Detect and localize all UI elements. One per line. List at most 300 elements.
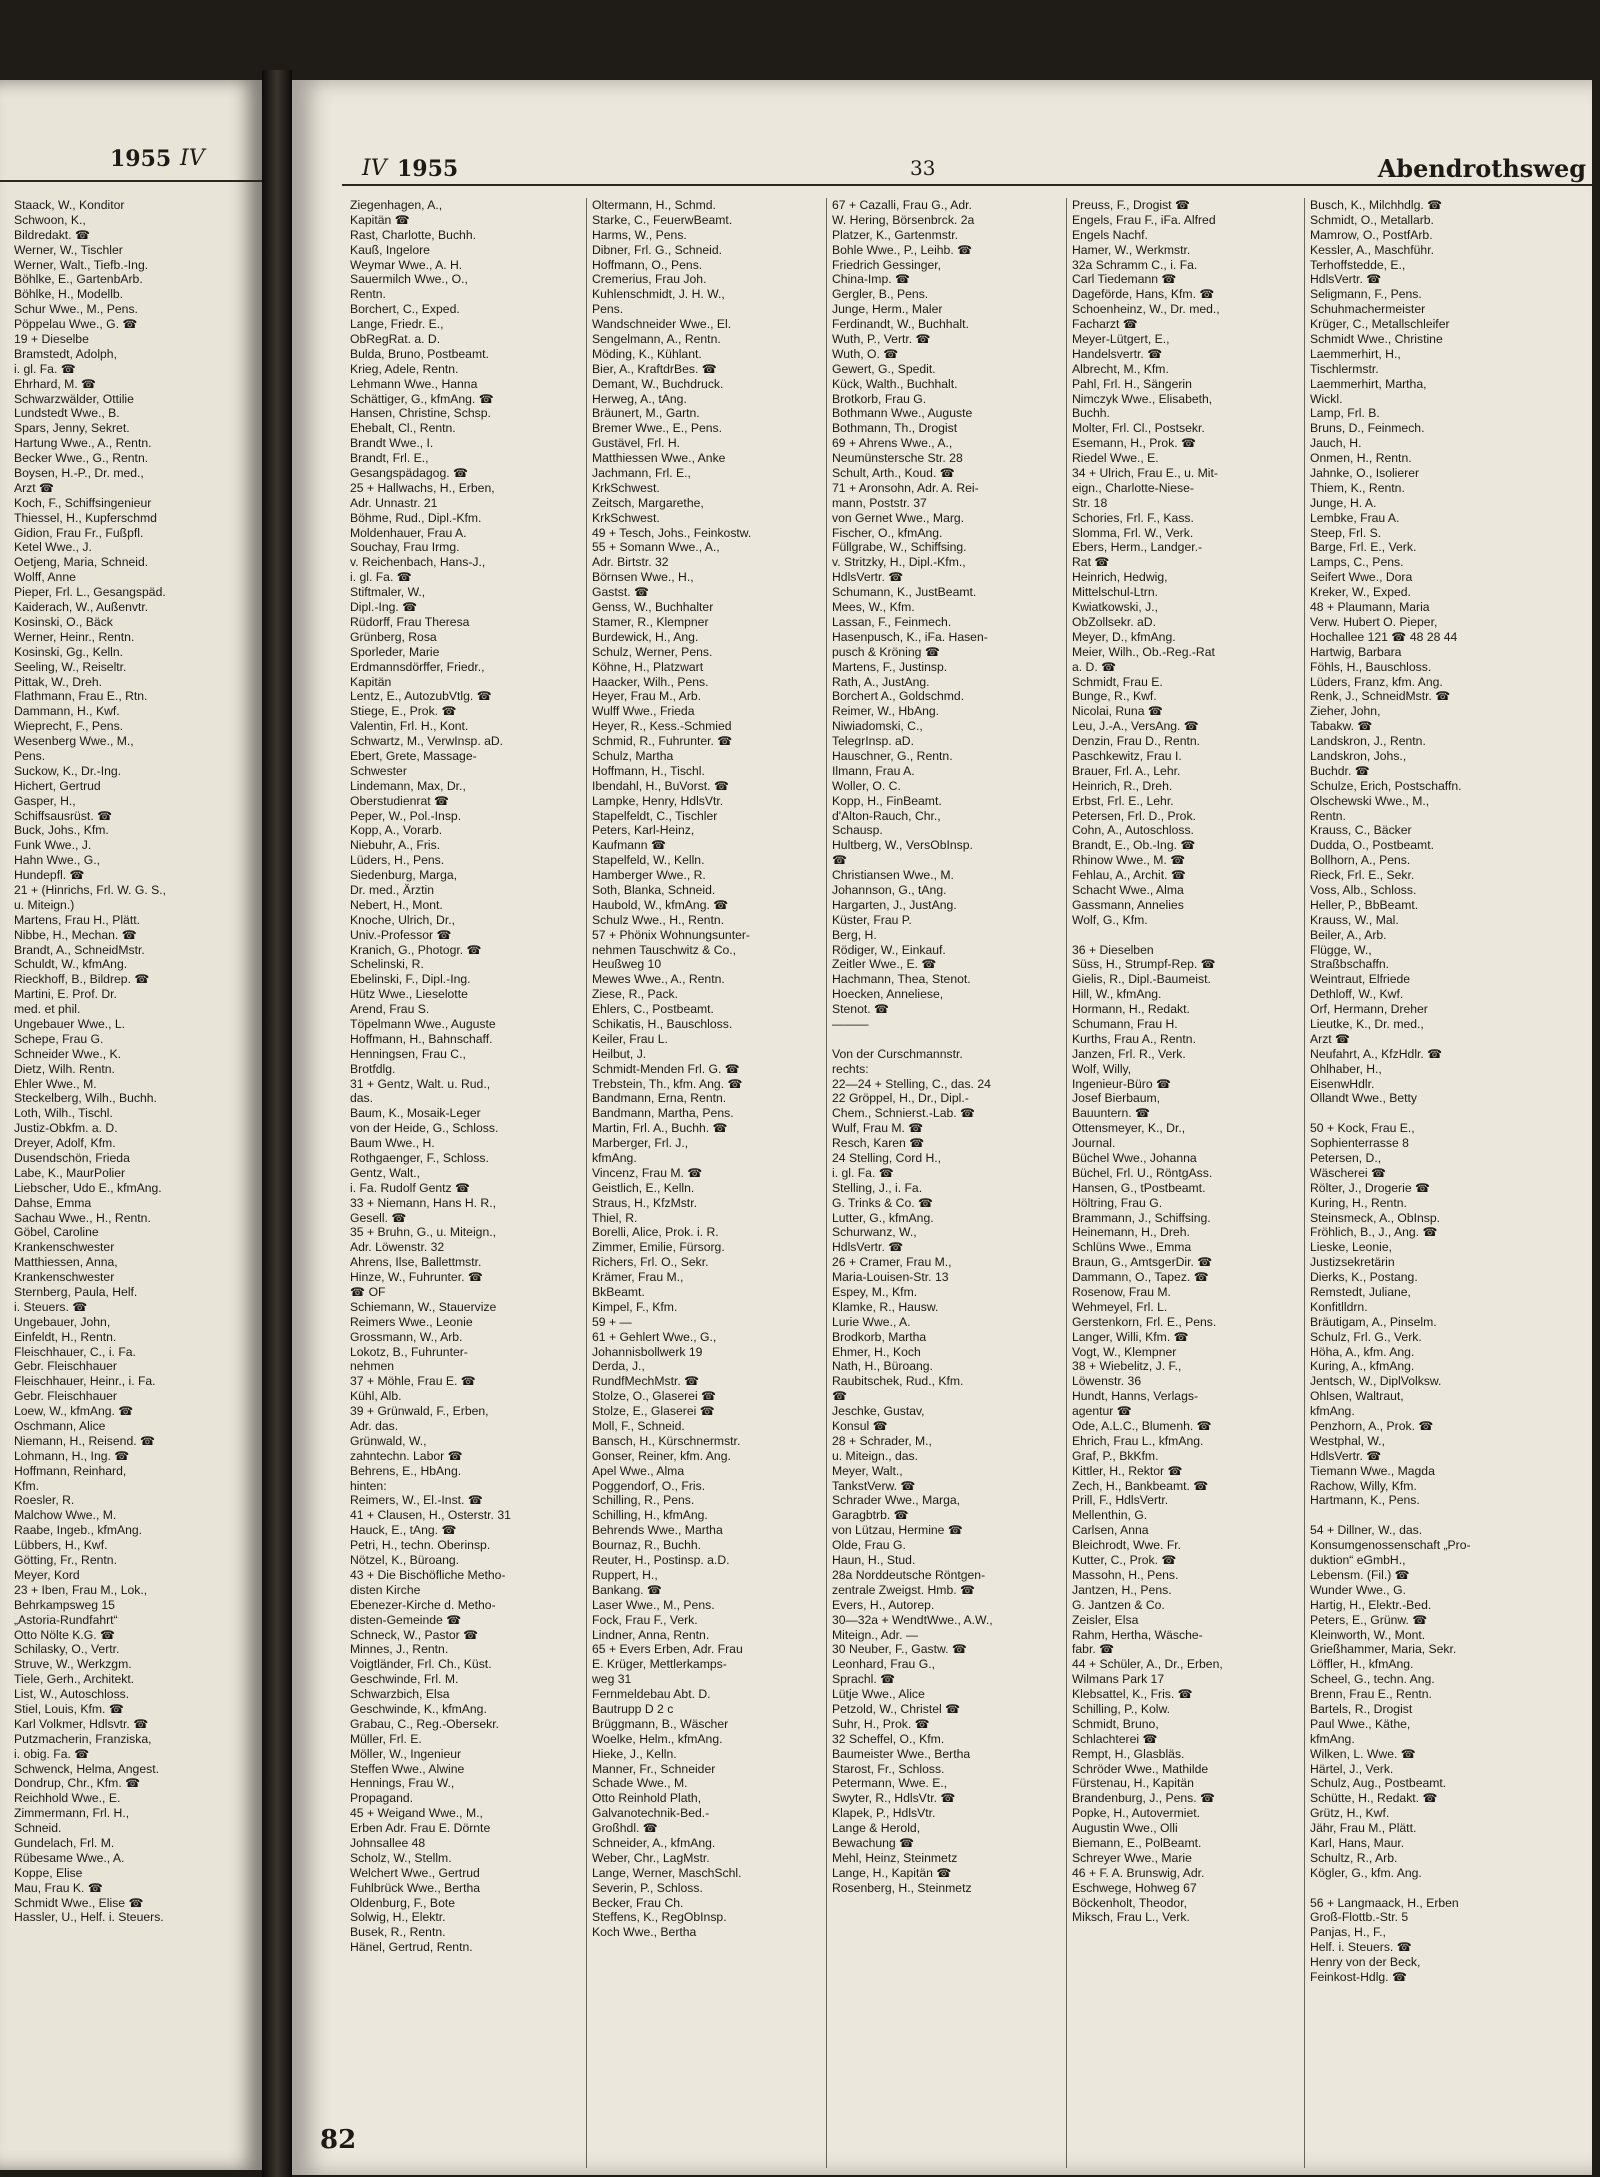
- directory-entry: 41 + Clausen, H., Osterstr. 31: [350, 1508, 511, 1523]
- directory-entry: ☎: [832, 853, 848, 868]
- directory-entry: Böhlke, H., Modellb.: [14, 287, 124, 302]
- directory-entry: i. Fa. Rudolf Gentz ☎: [350, 1180, 471, 1195]
- directory-entry: Reuter, H., Postinsp. a.D.: [592, 1553, 730, 1568]
- directory-entry: Univ.-Professor ☎: [350, 927, 452, 942]
- directory-entry: von Gernet Wwe., Marg.: [832, 510, 965, 525]
- directory-entry: von der Heide, G., Schloss.: [350, 1121, 499, 1136]
- directory-entry: Flügge, W.,: [1310, 942, 1372, 957]
- directory-entry: Bournaz, R., Buchh.: [592, 1538, 702, 1553]
- directory-entry: Woller, O. C.: [832, 778, 901, 793]
- directory-entry: Jentsch, W., DiplVolksw.: [1310, 1374, 1442, 1389]
- directory-entry: Valentin, Frl. H., Kont.: [350, 719, 469, 734]
- directory-entry: Pittak, W., Dreh.: [14, 674, 103, 689]
- directory-entry: agentur ☎: [1072, 1404, 1132, 1419]
- directory-entry: Genss, W., Buchhalter: [592, 600, 714, 615]
- directory-entry: Werner, Walt., Tiefb.-Ing.: [14, 257, 149, 272]
- directory-entry: Zeitler Wwe., E. ☎: [832, 957, 937, 972]
- directory-entry: Arend, Frau S.: [350, 1002, 430, 1017]
- directory-entry: Rachow, Willy, Kfm.: [1310, 1478, 1417, 1493]
- directory-entry: Evers, H., Autorep.: [832, 1597, 935, 1612]
- directory-entry: Heinemann, H., Dreh.: [1072, 1225, 1190, 1240]
- directory-entry: [1072, 928, 1298, 943]
- directory-entry: Dreyer, Adolf, Kfm.: [14, 1136, 116, 1151]
- directory-entry: Härtel, J., Verk.: [1310, 1761, 1394, 1776]
- directory-entry: Siedenburg, Marga,: [350, 868, 458, 883]
- directory-entry: Klamke, R., Hausw.: [832, 1299, 939, 1314]
- directory-entry: Möding, K., Kühlant.: [592, 346, 702, 361]
- directory-entry: von Lützau, Hermine ☎: [832, 1523, 964, 1538]
- directory-entry: Stelling, J., i. Fa.: [832, 1180, 923, 1195]
- directory-entry: Schmidt Wwe., Elise ☎: [14, 1895, 144, 1910]
- directory-entry: 43 + Die Bischöfliche Metho-: [350, 1567, 506, 1582]
- directory-entry: Barge, Frl. E., Verk.: [1310, 540, 1417, 555]
- directory-entry: Schwartz, M., VerwInsp. aD.: [350, 734, 504, 749]
- directory-entry: Galvanotechnik-Bed.-: [592, 1806, 710, 1821]
- directory-entry: Graf, P., BkKfm.: [1072, 1448, 1159, 1463]
- directory-entry: Götting, Fr., Rentn.: [14, 1553, 117, 1568]
- directory-entry: Petersen, Frl. D., Prok.: [1072, 808, 1196, 823]
- directory-entry: Moll, F., Schneid.: [592, 1419, 685, 1434]
- directory-entry: Stamer, R., Klempner: [592, 614, 709, 629]
- directory-entry: 19 + Dieselbe: [14, 332, 89, 347]
- directory-entry: Jahnke, O., Isolierer: [1310, 466, 1420, 481]
- directory-entry: Löffler, H., kfmAng.: [1310, 1657, 1414, 1672]
- directory-entry: Erben Adr. Frau E. Dörnte: [350, 1821, 491, 1836]
- directory-entry: Gasper, H.,: [14, 793, 76, 808]
- directory-entry: Sachau Wwe., H., Rentn.: [14, 1210, 151, 1225]
- directory-entry: ———: [832, 1016, 869, 1031]
- directory-entry: Laemmerhirt, H.,: [1310, 346, 1401, 361]
- directory-entry: Schütte, H., Redakt. ☎: [1310, 1791, 1438, 1806]
- directory-entry: Weintraut, Elfriede: [1310, 972, 1411, 987]
- directory-entry: Lange, Friedr. E.,: [350, 317, 444, 332]
- directory-entry: Swyter, R., HdlsVtr. ☎: [832, 1791, 956, 1806]
- directory-entry: Rahm, Hertha, Wäsche-: [1072, 1627, 1203, 1642]
- directory-entry: Schwenck, Helma, Angest.: [14, 1761, 159, 1776]
- directory-entry: pusch & Kröning ☎: [832, 644, 940, 659]
- directory-entry: Bartels, R., Drogist: [1310, 1701, 1413, 1716]
- directory-entry: 46 + F. A. Brunswig, Adr.: [1072, 1865, 1205, 1880]
- directory-entry: Ungebauer, John,: [14, 1314, 111, 1329]
- column-separator: [586, 198, 587, 2168]
- directory-entry: Facharzt ☎: [1072, 317, 1138, 332]
- directory-entry: Böhme, Rud., Dipl.-Kfm.: [350, 510, 482, 525]
- directory-entry: Niebuhr, A., Fris.: [350, 838, 441, 853]
- directory-entry: Sengelmann, A., Rentn.: [592, 332, 721, 347]
- directory-entry: Ehler Wwe., M.: [14, 1076, 97, 1091]
- directory-entry: Kühl, Alb.: [350, 1389, 402, 1404]
- directory-entry: Baumeister Wwe., Bertha: [832, 1746, 971, 1761]
- directory-entry: Ehrich, Frau L., kfmAng.: [1072, 1433, 1204, 1448]
- directory-entry: Hultberg, W., VersObInsp.: [832, 838, 973, 853]
- directory-entry: W. Hering, Börsenbrck. 2a: [832, 212, 975, 227]
- directory-entry: Staack, W., Konditor: [14, 198, 125, 212]
- directory-entry: Bollhorn, A., Pens.: [1310, 853, 1411, 868]
- directory-entry: Terhoffstedde, E.,: [1310, 257, 1406, 272]
- directory-entry: v. Reichenbach, Hans-J.,: [350, 555, 486, 570]
- directory-entry: Schneid.: [14, 1821, 62, 1836]
- directory-entry: KrkSchwest.: [592, 510, 660, 525]
- directory-entry: Kwiatkowski, J.,: [1072, 600, 1159, 615]
- directory-entry: Hamer, W., Werkmstr.: [1072, 242, 1191, 257]
- directory-entry: Rosenow, Frau M.: [1072, 1285, 1171, 1300]
- directory-entry: kfmAng.: [1310, 1404, 1355, 1419]
- directory-entry: Wulff Wwe., Frieda: [592, 704, 695, 719]
- directory-entry: hinten:: [350, 1478, 387, 1493]
- directory-entry: Ferdinandt, W., Buchhalt.: [832, 317, 969, 332]
- directory-entry: Funk Wwe., J.: [14, 838, 92, 853]
- directory-entry: kfmAng.: [592, 1151, 637, 1165]
- directory-entry: Hormann, H., Redakt.: [1072, 1002, 1190, 1017]
- directory-entry: Wesenberg Wwe., M.,: [14, 734, 134, 749]
- directory-entry: Suckow, K., Dr.-Ing.: [14, 763, 122, 778]
- directory-entry: 48 + Plaumann, Maria: [1310, 600, 1430, 615]
- directory-entry: eign., Charlotte-Niese-: [1072, 480, 1194, 495]
- directory-entry: Grießhammer, Maria, Sekr.: [1310, 1642, 1457, 1657]
- directory-entry: Rieck, Frl. E., Sekr.: [1310, 868, 1415, 883]
- directory-entry: Bruns, D., Feinmech.: [1310, 421, 1425, 436]
- directory-entry: Kuring, H., Rentn.: [1310, 1195, 1407, 1210]
- directory-entry: Nimczyk Wwe., Elisabeth,: [1072, 391, 1213, 406]
- directory-entry: Rath, A., JustAng.: [832, 674, 930, 689]
- directory-entry: China-Imp. ☎: [832, 272, 911, 287]
- directory-entry: Justiz-Obkfm. a. D.: [14, 1121, 118, 1136]
- directory-entry: Wunder Wwe., G.: [1310, 1582, 1406, 1597]
- directory-entry: Böhlke, E., GartenbArb.: [14, 272, 143, 287]
- directory-entry: Schmidt Wwe., Christine: [1310, 332, 1443, 347]
- directory-entry: Biemann, E., PolBeamt.: [1072, 1835, 1202, 1850]
- directory-entry: Esemann, H., Prok. ☎: [1072, 436, 1197, 451]
- directory-entry: Schelinski, R.: [350, 957, 424, 972]
- directory-entry: Schuhmachermeister: [1310, 302, 1426, 317]
- directory-entry: Krankenschwester: [14, 1240, 115, 1255]
- directory-entry: Martens, Frau H., Plätt.: [14, 912, 140, 927]
- directory-entry: Stapelfeldt, C., Tischler: [592, 808, 718, 823]
- directory-entry: Busek, R., Rentn.: [350, 1925, 446, 1940]
- directory-entry: Poggendorf, O., Fris.: [592, 1478, 706, 1493]
- directory-entry: Handelsvertr. ☎: [1072, 346, 1163, 361]
- directory-entry: Niwiadomski, C.,: [832, 719, 923, 734]
- directory-entry: d'Alton-Rauch, Chr.,: [832, 808, 941, 823]
- directory-entry: Chem., Schnierst.-Lab. ☎: [832, 1106, 976, 1121]
- directory-entry: Nath, H., Büroang.: [832, 1359, 933, 1374]
- directory-entry: 25 + Hallwachs, H., Erben,: [350, 480, 495, 495]
- directory-entry: Preuss, F., Drogist ☎: [1072, 198, 1191, 212]
- directory-entry: Rat ☎: [1072, 555, 1110, 570]
- directory-entry: zentrale Zweigst. Hmb. ☎: [832, 1582, 976, 1597]
- directory-entry: Rosenberg, H., Steinmetz: [832, 1880, 972, 1895]
- directory-entry: Scheel, G., techn. Ang.: [1310, 1672, 1435, 1687]
- directory-entry: Hütz Wwe., Lieselotte: [350, 987, 468, 1002]
- directory-entry: Brauer, Frl. A., Lehr.: [1072, 763, 1181, 778]
- directory-entry: Schuldt, W., kfmAng.: [14, 957, 128, 972]
- directory-entry: rechts:: [832, 1061, 869, 1076]
- directory-entry: Schur Wwe., M., Pens.: [14, 302, 138, 317]
- directory-entry: Haubold, W., kfmAng. ☎: [592, 897, 729, 912]
- directory-entry: Gebr. Fleischhauer: [14, 1389, 117, 1404]
- directory-entry: Martini, E. Prof. Dr.: [14, 987, 117, 1002]
- directory-entry: Bleichrodt, Wwe. Fr.: [1072, 1538, 1182, 1553]
- directory-entry: Lentz, E., AutozubVtlg. ☎: [350, 689, 492, 704]
- directory-entry: Hochallee 121 ☎ 48 28 44: [1310, 629, 1458, 644]
- directory-entry: Wandschneider Wwe., El.: [592, 317, 732, 332]
- directory-entry: Krankenschwester: [14, 1270, 115, 1285]
- directory-entry: Nebert, H., Mont.: [350, 897, 443, 912]
- directory-entry: Geistlich, E., Kelln.: [592, 1180, 695, 1195]
- directory-entry: Borchert A., Goldschmd.: [832, 689, 965, 704]
- directory-entry: i. obig. Fa. ☎: [14, 1746, 90, 1761]
- directory-entry: Hoffmann, H., Tischl.: [592, 763, 705, 778]
- directory-entry: 32a Schramm C., i. Fa.: [1072, 257, 1198, 272]
- directory-entry: Gentz, Walt.,: [350, 1165, 420, 1180]
- directory-entry: Brammann, J., Schiffsing.: [1072, 1210, 1211, 1225]
- directory-entry: Jantzen, H., Pens.: [1072, 1582, 1172, 1597]
- directory-entry: Büchel Wwe., Johanna: [1072, 1151, 1197, 1165]
- directory-entry: Paul Wwe., Käthe,: [1310, 1716, 1411, 1731]
- directory-entry: Oschmann, Alice: [14, 1419, 106, 1434]
- directory-entry: Janzen, Frl. R., Verk.: [1072, 1046, 1186, 1061]
- directory-entry: Fürstenau, H., Kapitän: [1072, 1776, 1194, 1791]
- directory-entry: Fischer, O., kfmAng.: [832, 525, 943, 540]
- directory-entry: Kaufmann ☎: [592, 838, 667, 853]
- directory-entry: Burdewick, H., Ang.: [592, 629, 699, 644]
- directory-entry: Schacht Wwe., Alma: [1072, 882, 1184, 897]
- directory-entry: Brandt, A., SchneidMstr.: [14, 942, 145, 957]
- directory-entry: Ilmann, Frau A.: [832, 763, 915, 778]
- directory-entry: Hinze, W., Fuhrunter. ☎: [350, 1270, 484, 1285]
- directory-entry: Rast, Charlotte, Buchh.: [350, 227, 476, 242]
- directory-entry: Gidion, Frau Fr., Fußpfl.: [14, 525, 144, 540]
- directory-entry: Schulz, Martha: [592, 748, 674, 763]
- directory-entry: Braun, G., AmtsgerDir. ☎: [1072, 1255, 1213, 1270]
- directory-entry: 71 + Aronsohn, Adr. A. Rei-: [832, 480, 979, 495]
- directory-entry: Rentn.: [350, 287, 386, 302]
- right-header-year: 1955: [397, 156, 459, 182]
- directory-entry: Stiege, E., Prok. ☎: [350, 704, 457, 719]
- directory-entry: Werner, W., Tischler: [14, 242, 123, 257]
- directory-entry: Landskron, J., Rentn.: [1310, 734, 1426, 749]
- directory-entry: Schröder Wwe., Mathilde: [1072, 1761, 1209, 1776]
- directory-entry: Raubitschek, Rud., Kfm.: [832, 1374, 964, 1389]
- directory-entry: 44 + Schüler, A., Dr., Erben,: [1072, 1657, 1223, 1672]
- directory-entry: Heilbut, J.: [592, 1046, 647, 1061]
- directory-entry: Buchh.: [1072, 406, 1110, 421]
- directory-entry: Neufahrt, A., KfzHdlr. ☎: [1310, 1046, 1443, 1061]
- directory-entry: Stapelfeld, W., Kelln.: [592, 853, 705, 868]
- directory-entry: Lange, Werner, MaschSchl.: [592, 1865, 742, 1880]
- directory-entry: Beiler, A., Arb.: [1310, 927, 1387, 942]
- directory-entry: Ehrhard, M. ☎: [14, 376, 97, 391]
- directory-entry: Maria-Louisen-Str. 13: [832, 1270, 949, 1285]
- directory-entry: Hoffmann, O., Pens.: [592, 257, 703, 272]
- directory-entry: Busch, K., Milchhdlg. ☎: [1310, 198, 1443, 212]
- directory-entry: 35 + Bruhn, G., u. Miteign.,: [350, 1225, 496, 1240]
- directory-entry: Dietz, Wilh. Rentn.: [14, 1061, 115, 1076]
- directory-entry: Füllgrabe, W., Schiffsing.: [832, 540, 967, 555]
- directory-entry: Gundelach, Frl. M.: [14, 1835, 115, 1850]
- directory-entry: Meier, Wilh., Ob.-Reg.-Rat: [1072, 644, 1215, 659]
- directory-entry: Einfeldt, H., Rentn.: [14, 1329, 117, 1344]
- directory-entry: Bunge, R., Kwf.: [1072, 689, 1157, 704]
- directory-entry: Bramstedt, Adolph,: [14, 346, 117, 361]
- directory-entry: Gassmann, Annelies: [1072, 897, 1184, 912]
- directory-entry: Ollandt Wwe., Betty: [1310, 1091, 1418, 1106]
- directory-entry: Brotkorb, Frau G.: [832, 391, 927, 406]
- directory-entry: Becker Wwe., G., Rentn.: [14, 451, 149, 466]
- directory-entry: Welchert Wwe., Gertrud: [350, 1865, 480, 1880]
- directory-entry: Dondrup, Chr., Kfm. ☎: [14, 1776, 141, 1791]
- directory-entry: Borelli, Alice, Prok. i. R.: [592, 1225, 719, 1240]
- directory-entry: Dusendschön, Frieda: [14, 1151, 130, 1165]
- directory-entry: Steep, Frl. S.: [1310, 525, 1382, 540]
- directory-entry: Bildredakt. ☎: [14, 227, 91, 242]
- directory-entry: Pieper, Frl. L., Gesangspäd.: [14, 585, 166, 600]
- directory-entry: Koch, F., Schiffsingenieur: [14, 495, 152, 510]
- directory-entry: Spars, Jenny, Sekret.: [14, 421, 130, 436]
- directory-entry: Schmidt, Bruno,: [1072, 1716, 1159, 1731]
- directory-entry: fabr. ☎: [1072, 1642, 1115, 1657]
- directory-entry: Erbst, Frl. E., Lehr.: [1072, 793, 1174, 808]
- directory-entry: ObRegRat. a. D.: [350, 332, 441, 347]
- directory-entry: Köhne, H., Platzwart: [592, 659, 704, 674]
- directory-entry: Ketel Wwe., J.: [14, 540, 92, 555]
- directory-entry: Kuhlenschmidt, J. H. W.,: [592, 287, 725, 302]
- directory-entry: Ode, A.L.C., Blumenh. ☎: [1072, 1419, 1212, 1434]
- directory-entry: Mehl, Heinz, Steinmetz: [832, 1850, 958, 1865]
- directory-entry: Schwarzbich, Elsa: [350, 1687, 450, 1702]
- directory-entry: Landskron, Johs.,: [1310, 748, 1407, 763]
- directory-entry: Lübbers, H., Kwf.: [14, 1538, 108, 1553]
- directory-entry: Heinrich, Hedwig,: [1072, 570, 1168, 585]
- directory-entry: Gielis, R., Dipl.-Baumeist.: [1072, 972, 1211, 987]
- directory-entry: Borchert, C., Exped.: [350, 302, 460, 317]
- directory-entry: Krieg, Adele, Rentn.: [350, 361, 459, 376]
- directory-entry: Journal.: [1072, 1136, 1116, 1151]
- directory-entry: Schulz, Aug., Postbeamt.: [1310, 1776, 1447, 1791]
- directory-entry: Bautrupp D 2 c: [592, 1701, 674, 1716]
- directory-entry: Slomma, Frl. W., Verk.: [1072, 525, 1194, 540]
- directory-entry: Herweg, A., tAng.: [592, 391, 687, 406]
- directory-entry: Sprachl. ☎: [832, 1672, 896, 1687]
- directory-entry: Leu, J.-A., VersAng. ☎: [1072, 719, 1199, 734]
- directory-entry: Oetjeng, Maria, Schneid.: [14, 555, 149, 570]
- directory-entry: Hargarten, J., JustAng.: [832, 897, 957, 912]
- directory-entry: Grütz, H., Kwf.: [1310, 1806, 1390, 1821]
- directory-entry: Fehlau, A., Archit. ☎: [1072, 868, 1187, 883]
- directory-entry: Garagbtrb. ☎: [832, 1508, 909, 1523]
- directory-entry: Dageförde, Hans, Kfm. ☎: [1072, 287, 1215, 302]
- directory-entry: Otto Reinhold Plath,: [592, 1791, 702, 1806]
- directory-entry: zahntechn. Labor ☎: [350, 1448, 463, 1463]
- directory-entry: Wuth, P., Vertr. ☎: [832, 332, 931, 347]
- directory-entry: Rothgaenger, F., Schloss.: [350, 1151, 489, 1165]
- directory-entry: Ahrens, Ilse, Ballettmstr.: [350, 1255, 482, 1270]
- directory-entry: Baum Wwe., H.: [350, 1136, 435, 1151]
- right-header-district: IV: [362, 156, 387, 181]
- directory-entry: 22 Gröppel, H., Dr., Dipl.-: [832, 1091, 969, 1106]
- directory-entry: Karl, Hans, Maur.: [1310, 1835, 1405, 1850]
- directory-entry: Kittler, H., Rektor ☎: [1072, 1463, 1183, 1478]
- directory-entry: Bräutigam, A., Pinselm.: [1310, 1314, 1437, 1329]
- directory-entry: Hahn Wwe., G.,: [14, 853, 101, 868]
- directory-entry: Wilmans Park 17: [1072, 1672, 1165, 1687]
- directory-entry: Brandt Wwe., I.: [350, 436, 434, 451]
- directory-entry: Ehebalt, Cl., Rentn.: [350, 421, 456, 436]
- directory-entry: Lange & Herold,: [832, 1821, 921, 1836]
- left-header-district: IV: [180, 146, 205, 171]
- directory-entry: Junge, Herm., Maler: [832, 302, 943, 317]
- directory-entry: Peper, W., Pol.-Insp.: [350, 808, 462, 823]
- directory-entry: Hieke, J., Kelln.: [592, 1746, 677, 1761]
- column-separator: [1304, 198, 1305, 2168]
- directory-entry: Zimmermann, Frl. H.,: [14, 1806, 130, 1821]
- directory-entry: Laemmerhirt, Martha,: [1310, 376, 1427, 391]
- directory-entry: Knoche, Ulrich, Dr.,: [350, 912, 455, 927]
- directory-entry: Hasenpusch, K., iFa. Hasen-: [832, 629, 988, 644]
- directory-entry: Mittelschul-Ltrn.: [1072, 585, 1159, 600]
- directory-entry: Heinrich, R., Dreh.: [1072, 778, 1173, 793]
- directory-entry: i. gl. Fa. ☎: [350, 570, 412, 585]
- directory-entry: Brotfdlg.: [350, 1061, 396, 1076]
- directory-entry: Fleischhauer, Heinr., i. Fa.: [14, 1374, 156, 1389]
- directory-entry: Zieher, John,: [1310, 704, 1381, 719]
- directory-entry: Penzhorn, A., Prok. ☎: [1310, 1419, 1434, 1434]
- directory-entry: Petri, H., techn. Oberinsp.: [350, 1538, 491, 1553]
- directory-entry: kfmAng.: [1310, 1731, 1355, 1746]
- directory-entry: Albrecht, M., Kfm.: [1072, 361, 1169, 376]
- directory-entry: Koch Wwe., Bertha: [592, 1925, 697, 1940]
- directory-entry: List, W., Autoschloss.: [14, 1687, 130, 1702]
- directory-entry: KrkSchwest.: [592, 480, 660, 495]
- directory-entry: Hansen, Christine, Schsp.: [350, 406, 491, 421]
- directory-entry: Büchel, Frl. U., RöntgAss.: [1072, 1165, 1213, 1180]
- directory-entry: Apel Wwe., Alma: [592, 1463, 685, 1478]
- directory-entry: Brandenburg, J., Pens. ☎: [1072, 1791, 1216, 1806]
- directory-entry: Schulz Wwe., H., Rentn.: [592, 912, 725, 927]
- directory-entry: Helf. i. Steuers. ☎: [1310, 1940, 1412, 1955]
- directory-entry: Gesell. ☎: [350, 1210, 407, 1225]
- directory-entry: HdlsVertr. ☎: [832, 570, 904, 585]
- directory-entry: Hänel, Gertrud, Rentn.: [350, 1940, 473, 1955]
- directory-entry: ☎: [832, 1389, 848, 1404]
- directory-entry: u. Miteign.): [14, 897, 75, 912]
- directory-entry: HdlsVertr. ☎: [1310, 272, 1382, 287]
- directory-entry: Göbel, Caroline: [14, 1225, 99, 1240]
- directory-entry: Schiemann, W., Stauervize: [350, 1299, 497, 1314]
- directory-entry: Schade Wwe., M.: [592, 1776, 688, 1791]
- directory-entry: Niemann, H., Reisend. ☎: [14, 1433, 156, 1448]
- directory-entry: 28a Norddeutsche Röntgen-: [832, 1567, 986, 1582]
- directory-entry: Rübesame Wwe., A.: [14, 1850, 125, 1865]
- directory-entry: Jauch, H.: [1310, 436, 1362, 451]
- directory-entry: Starost, Fr., Schloss.: [832, 1761, 945, 1776]
- directory-entry: Vogt, W., Klempner: [1072, 1344, 1177, 1359]
- directory-entry: Bauuntern. ☎: [1072, 1106, 1151, 1121]
- directory-entry: Kopp, H., FinBeamt.: [832, 793, 942, 808]
- directory-entry: [1310, 1881, 1580, 1896]
- directory-entry: Erdmannsdörffer, Friedr.,: [350, 659, 485, 674]
- left-header-year: 1955: [110, 146, 172, 172]
- directory-entry: Lundstedt Wwe., B.: [14, 406, 120, 421]
- directory-entry: Dipl.-Ing. ☎: [350, 600, 418, 615]
- directory-entry: i. gl. Fa. ☎: [14, 361, 76, 376]
- book-spine: [262, 70, 292, 2177]
- directory-entry: 56 + Langmaack, H., Erben: [1310, 1895, 1459, 1910]
- directory-entry: Ungebauer Wwe., L.: [14, 1016, 126, 1031]
- directory-entry: Souchay, Frau Irmg.: [350, 540, 460, 555]
- directory-entry: Lüders, Franz, kfm. Ang.: [1310, 674, 1443, 689]
- directory-entry: Hartung Wwe., A., Rentn.: [14, 436, 152, 451]
